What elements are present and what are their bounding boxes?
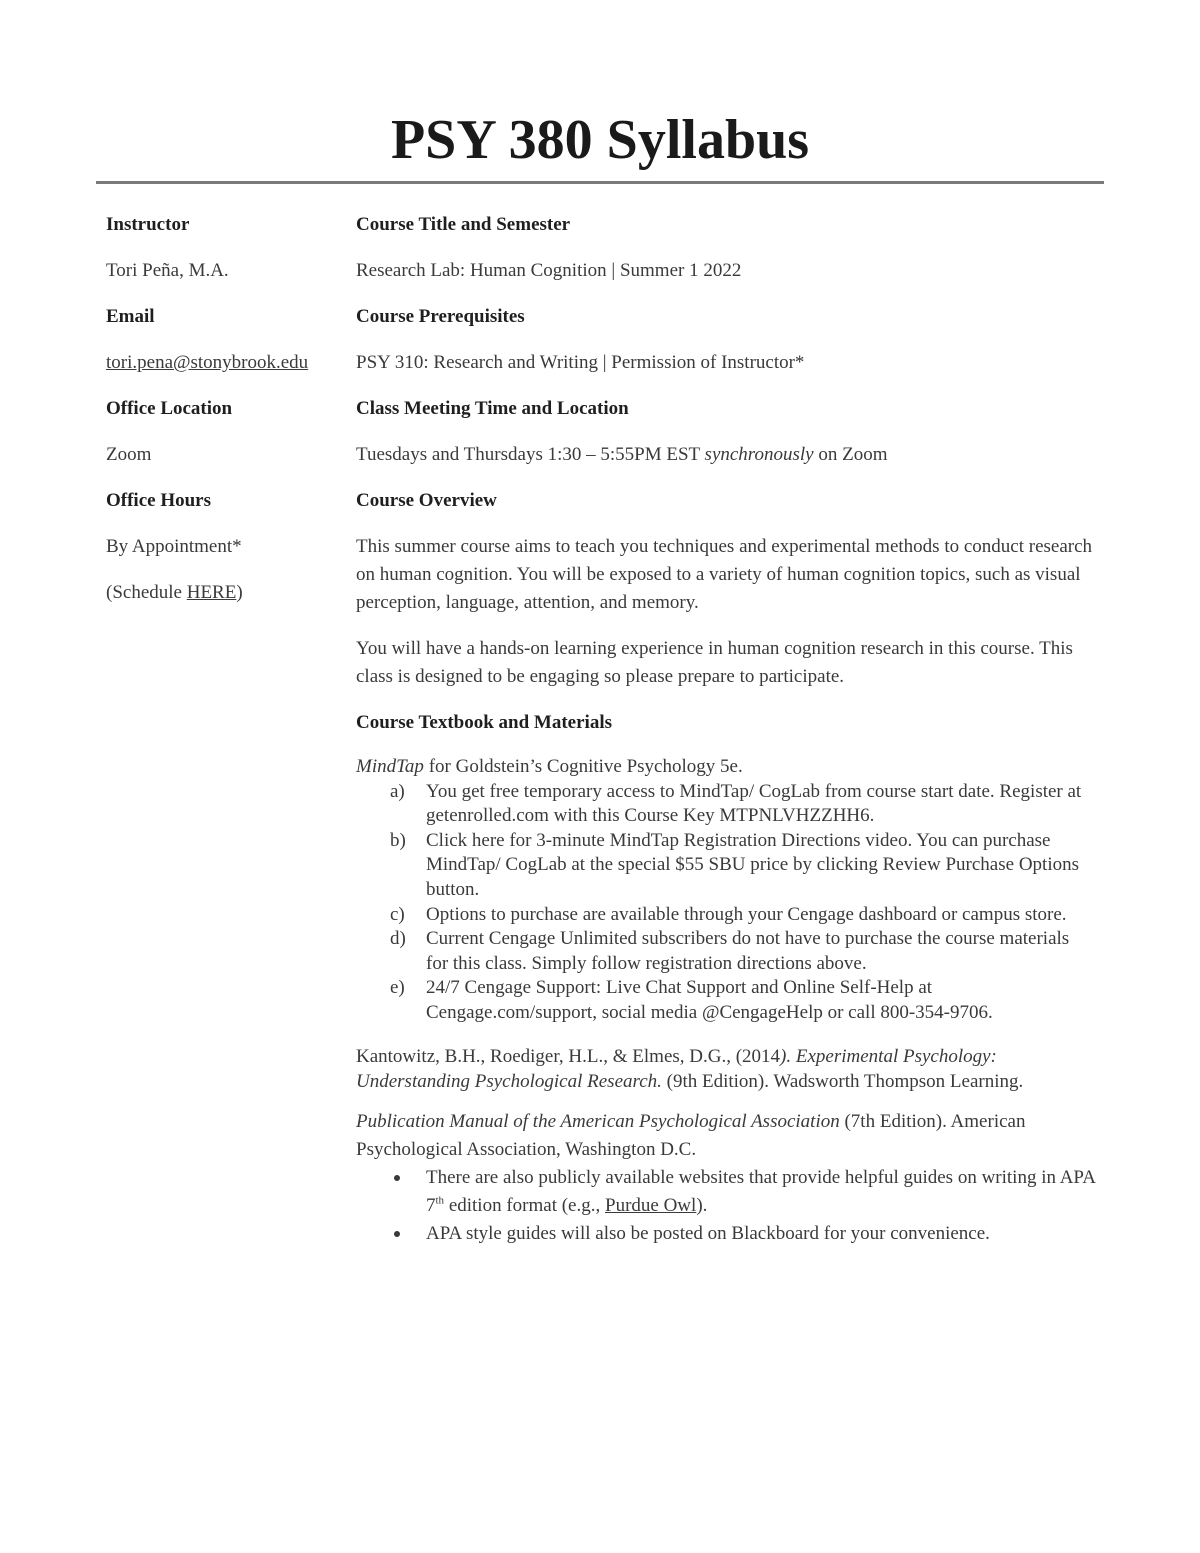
meeting-suffix: on Zoom (813, 444, 888, 465)
bullet1-sup: th (435, 1194, 445, 1207)
bullet1-suffix: ). (696, 1194, 708, 1216)
list-item-text: Current Cengage Unlimited subscribers do not have to purchase the course materials for this class. Simply follow registration directions above. (426, 928, 1070, 974)
list-marker: e) (390, 977, 405, 999)
list-item-text: 24/7 Cengage Support: Live Chat Support and Online Self-Help at Cengage.com/support, social media @CengageHelp or call 800-354-9706. (426, 977, 993, 1023)
office-hours-value: By Appointment* (106, 536, 242, 557)
list-marker: a) (390, 780, 405, 802)
office-location-heading: Office Location (106, 398, 233, 419)
overview-heading: Course Overview (356, 490, 497, 511)
schedule-here-link[interactable]: HERE (186, 582, 237, 603)
purdue-owl-link[interactable]: Purdue Owl (605, 1194, 697, 1216)
course-title-value: Research Lab: Human Cognition | Summer 1 2022 (356, 260, 742, 281)
bullet2-text: APA style guides will also be posted on Blackboard for your convenience. (426, 1222, 990, 1244)
bullet1-prefix: There are also publicly available websites that provide helpful guides on writing in APA 7 (426, 1166, 1095, 1216)
schedule-suffix: ) (236, 582, 243, 603)
list-item (356, 976, 1096, 1025)
list-marker: b) (390, 829, 406, 851)
right-column (356, 211, 1096, 1248)
list-item (356, 903, 1096, 928)
list-item-text: Options to purchase are available through your Cengage dashboard or campus store. (426, 903, 1067, 925)
email-heading: Email (106, 306, 155, 327)
kantowitz-suffix: (9th Edition). Wadsworth Thompson Learning. (661, 1070, 1024, 1092)
meeting-heading: Class Meeting Time and Location (356, 398, 629, 419)
meeting-value (356, 441, 1096, 469)
office-location-value: Zoom (106, 444, 152, 465)
email-link[interactable]: tori.pena@stonybrook.edu (106, 352, 309, 373)
list-item-text: You get free temporary access to MindTap/ CogLab from course start date. Register at getenrolled.com with this Course Key MTPNLVHZZHH6. (426, 780, 1082, 827)
overview-paragraph-1: This summer course aims to teach you techniques and experimental methods to conduct research on human cognition. You will be exposed to a variety of human cognition topics, such as visual perception, language, attention, and memory. (356, 536, 1093, 613)
list-marker: c) (390, 903, 405, 925)
course-title-heading: Course Title and Semester (356, 214, 571, 235)
list-item (356, 927, 1096, 976)
list-marker: d) (390, 928, 406, 950)
apa-italic: Publication Manual of the American Psychological Association (356, 1110, 840, 1132)
mindtap-rest: for Goldstein’s Cognitive Psychology 5e. (423, 756, 743, 777)
meeting-italic: synchronously (704, 444, 814, 465)
schedule-prefix: (Schedule (106, 582, 187, 603)
mindtap-list (356, 780, 1096, 1026)
bullet-dot (394, 1231, 400, 1237)
instructor-heading: Instructor (106, 214, 190, 235)
list-item (356, 1164, 1096, 1220)
list-item (356, 1220, 1096, 1248)
mindtap-line (356, 755, 1096, 780)
apa-reference (356, 1108, 1096, 1164)
mindtap-italic: MindTap (356, 756, 424, 777)
apa-rest: (7th Edition). American Psychological Association, Washington D.C. (356, 1110, 1026, 1160)
instructor-name: Tori Peña, M.A. (106, 260, 229, 281)
list-item (356, 780, 1096, 829)
meeting-prefix: Tuesdays and Thursdays 1:30 – 5:55PM EST (356, 444, 705, 465)
materials-heading: Course Textbook and Materials (356, 712, 612, 733)
kantowitz-italic: ). Experimental Psychology: Understanding Psychological Research. (356, 1045, 997, 1092)
bullet1-mid: edition format (e.g., (444, 1194, 605, 1216)
kantowitz-prefix: Kantowitz, B.H., Roediger, H.L., & Elmes, D.G., (2014 (356, 1045, 781, 1067)
apa-bullet-list (356, 1164, 1096, 1248)
prereq-heading: Course Prerequisites (356, 306, 525, 327)
prereq-value: PSY 310: Research and Writing | Permission of Instructor* (356, 352, 805, 373)
title-divider (96, 181, 1104, 184)
bullet-dot (394, 1175, 400, 1181)
overview-paragraph-2: You will have a hands-on learning experience in human cognition research in this course. This class is designed to be engaging so please prepare to participate. (356, 638, 1073, 687)
page-title: PSY 380 Syllabus (390, 109, 810, 171)
list-item (356, 829, 1096, 903)
office-hours-heading: Office Hours (106, 490, 212, 511)
schedule-line (106, 579, 346, 607)
list-item-text: Click here for 3-minute MindTap Registration Directions video. You can purchase MindTap/ CogLab at the special $55 SBU price by clicking Review Purchase Options button. (426, 829, 1079, 900)
left-column (106, 211, 346, 625)
kantowitz-reference (356, 1044, 1096, 1094)
